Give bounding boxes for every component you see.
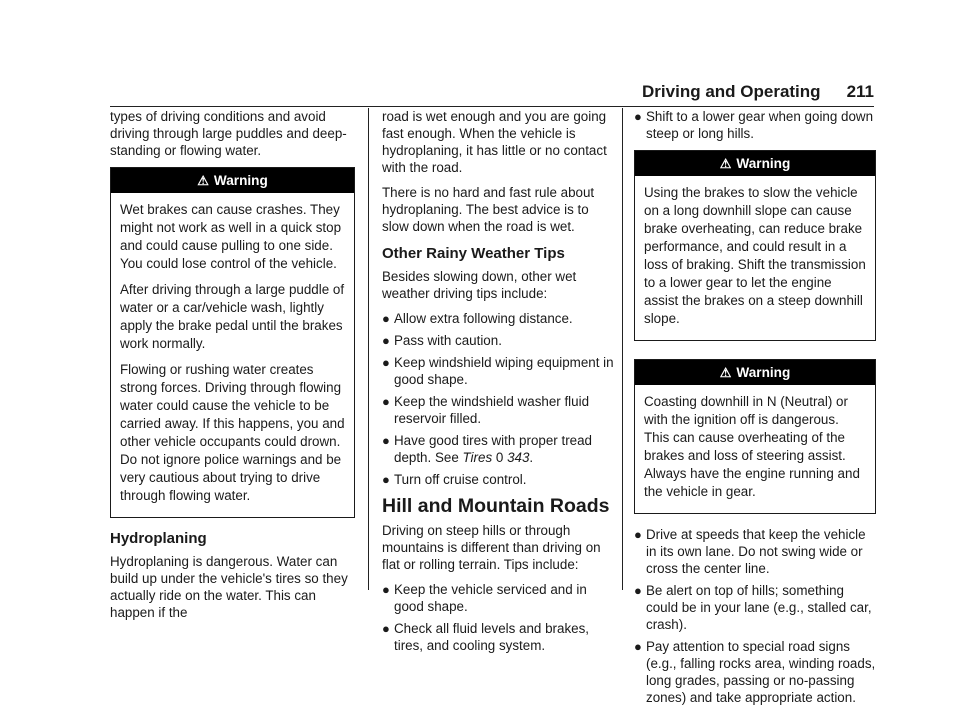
bullet-dot-icon: ● [382,311,390,326]
column-divider [368,108,369,590]
warning-header [111,168,354,193]
warning-body [635,176,875,340]
warning-paragraph: Using the brakes to slow the vehicle on a long downhill slope can cause brake overheating, can reduce brake performance, and could result in a loss of braking. Shift the transmission to a lower gear to let the engine assist the brakes on a steep downhill slope. [644,185,866,326]
body-text: road is wet enough and you are going fast enough. When the vehicle is hydroplaning, it has little or no contact with the road. [382,109,607,175]
body-text: There is no hard and fast rule about hydroplaning. The best advice is to slow down when the road is wet. [382,185,595,234]
warning-header [635,360,875,385]
list-item: ● Check all fluid levels and brakes, tires, and cooling system. [382,621,590,653]
bullet-dot-icon: ● [634,527,642,542]
warning-label: Warning [213,173,268,188]
bullet-dot-icon: ● [382,621,390,636]
list-item: ● Keep the windshield washer fluid reservoir filled. [382,394,590,426]
page-ref-arrow-icon: 0 [495,450,504,465]
warning-header [635,151,875,176]
warning-box [110,167,355,518]
column-divider [622,108,623,590]
warning-triangle-icon: ⚠ [197,173,209,188]
warning-body [635,385,875,513]
tires-link[interactable]: Tires [462,450,493,465]
list-item: ● Keep the vehicle serviced and in good shape. [382,582,587,614]
intro-text: types of driving conditions and avoid driving through large puddles and deep-standing or flowing water. [110,109,347,158]
bullet-dot-icon: ● [382,433,390,448]
bullet-dot-icon: ● [382,394,390,409]
page-header [642,82,874,102]
bullet-dot-icon: ● [634,109,642,124]
page-number: 211 [846,82,874,101]
top-list [634,108,876,142]
warning-paragraph: Flowing or rushing water creates strong forces. Driving through flowing water could cause the vehicle to be carried away. If this happens, you and other vehicle occupants could drown. Do not ignore police warnings and be very cautious about trying to drive through flowing water. [120,362,345,503]
warning-triangle-icon: ⚠ [719,156,732,171]
list-item: ● Pass with caution. [382,333,502,348]
driving-tips-list [634,526,876,706]
header-rule [110,106,874,107]
warning-label: Warning [736,365,791,380]
bullet-dot-icon: ● [382,355,390,370]
bullet-dot-icon: ● [382,472,390,487]
warning-box [634,359,876,514]
list-item: ● Pay attention to special road signs (e.g., falling rocks area, winding roads, long grades, passing or no-passing zones) and take appropriate action. [634,639,876,705]
warning-label: Warning [736,156,791,171]
list-item: ● Turn off cruise control. [382,472,527,487]
list-item: ● Be alert on top of hills; something could be in your lane (e.g., stalled car, crash). [634,583,872,632]
body-text: Driving on steep hills or through mountains is different than driving on flat or rolling terrain. Tips include: [382,523,601,572]
list-item: ● Shift to a lower gear when going down steep or long hills. [634,109,874,141]
section-heading: Hydroplaning [110,530,207,547]
section-heading-large: Hill and Mountain Roads [382,495,610,517]
page-ref-link[interactable]: 343 [507,450,530,465]
warning-paragraph: Coasting downhill in N (Neutral) or with the ignition off is dangerous. This can cause overheating of the brakes and loss of steering assist. Always have the engine running and the vehicle in gear. [644,394,860,499]
hill-tips-list [382,581,617,654]
list-item: ● Keep windshield wiping equipment in good shape. [382,355,614,387]
list-item: ● Drive at speeds that keep the vehicle in its own lane. Do not swing wide or cross the center line. [634,527,866,576]
warning-body [111,193,354,517]
warning-box [634,150,876,341]
tips-list [382,310,617,488]
bullet-dot-icon: ● [634,583,642,598]
section-title: Driving and Operating [642,82,821,101]
warning-paragraph: After driving through a large puddle of water or a car/vehicle wash, lightly apply the brake pedal until the brakes work normally. [120,282,345,351]
bullet-dot-icon: ● [382,582,390,597]
list-item: ● Allow extra following distance. [382,311,573,326]
list-item: ● Have good tires with proper tread depth. See Tires 0 343. [382,433,592,465]
column-3 [634,108,876,712]
bullet-dot-icon: ● [634,639,642,654]
section-heading: Other Rainy Weather Tips [382,245,565,262]
bullet-dot-icon: ● [382,333,390,348]
warning-triangle-icon: ⚠ [719,365,732,380]
body-text: Hydroplaning is dangerous. Water can build up under the vehicle's tires so they actually ride on the water. This can happen if the [110,554,348,620]
body-text: Besides slowing down, other wet weather driving tips include: [382,269,577,301]
warning-paragraph: Wet brakes can cause crashes. They might not work as well in a quick stop and could cause pulling to one side. You could lose control of the vehicle. [120,202,342,271]
column-2 [382,108,617,660]
column-1 [110,108,355,629]
